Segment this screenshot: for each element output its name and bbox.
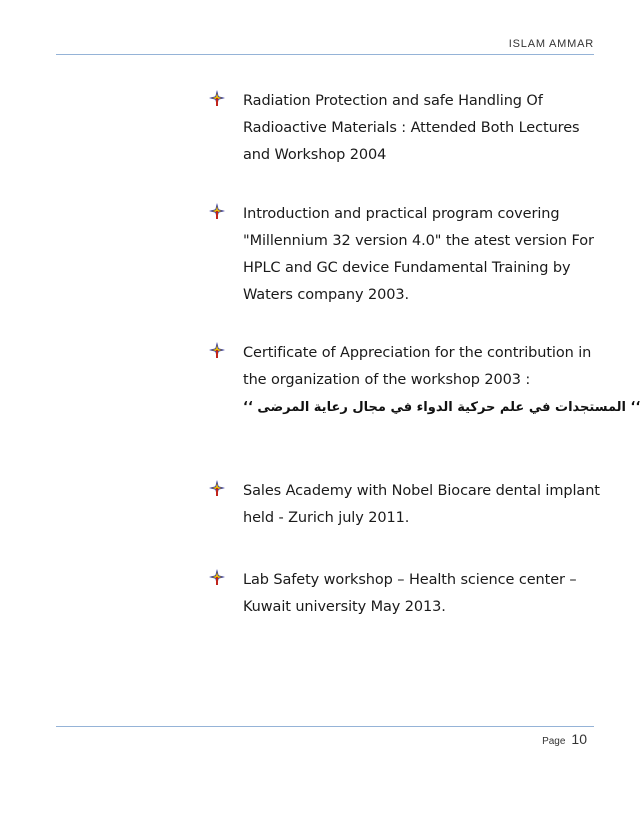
footer-rule bbox=[56, 726, 594, 727]
list-item-line: "Millennium 32 version 4.0" the atest version For bbox=[243, 233, 594, 249]
arabic-close-quote: ‘‘ bbox=[630, 400, 640, 415]
list-item-text bbox=[243, 88, 594, 169]
list-item-text bbox=[243, 478, 600, 532]
arabic-workshop-title bbox=[243, 400, 640, 415]
list-item bbox=[209, 88, 594, 169]
list-item-text bbox=[243, 201, 594, 309]
arabic-title-text: المستجدات في علم حركية الدواء في مجال رعاية المرضى bbox=[257, 400, 627, 415]
page-number: 10 bbox=[571, 731, 587, 747]
list-item-line: the organization of the workshop 2003 : bbox=[243, 372, 531, 388]
list-item-line: and Workshop 2004 bbox=[243, 147, 387, 163]
list-item-text bbox=[243, 340, 594, 394]
list-item-line: HPLC and GC device Fundamental Training by bbox=[243, 260, 571, 276]
four-point-star-bullet-icon bbox=[209, 480, 225, 496]
list-item-text bbox=[243, 567, 594, 621]
arabic-open-quote: ‘‘ bbox=[243, 400, 253, 415]
page-footer bbox=[542, 731, 587, 749]
four-point-star-bullet-icon bbox=[209, 90, 225, 106]
header-rule bbox=[56, 54, 594, 55]
list-item-line: Kuwait university May 2013. bbox=[243, 599, 446, 615]
list-item bbox=[209, 478, 600, 532]
list-item bbox=[209, 567, 594, 621]
list-item bbox=[209, 340, 594, 394]
four-point-star-bullet-icon bbox=[209, 342, 225, 358]
list-item-line: held - Zurich july 2011. bbox=[243, 510, 410, 526]
list-item-line: Waters company 2003. bbox=[243, 287, 409, 303]
list-item-line: Lab Safety workshop – Health science center – bbox=[243, 572, 577, 588]
list-item-line: Radiation Protection and safe Handling Of bbox=[243, 93, 543, 109]
four-point-star-bullet-icon bbox=[209, 203, 225, 219]
list-item-line: Sales Academy with Nobel Biocare dental implant bbox=[243, 483, 600, 499]
page-label: Page bbox=[542, 736, 566, 747]
list-item bbox=[209, 201, 594, 309]
four-point-star-bullet-icon bbox=[209, 569, 225, 585]
list-item-line: Radioactive Materials : Attended Both Lectures bbox=[243, 120, 580, 136]
header-author-name: ISLAM AMMAR bbox=[508, 38, 594, 50]
list-item-line: Certificate of Appreciation for the contribution in bbox=[243, 345, 592, 361]
list-item-line: Introduction and practical program covering bbox=[243, 206, 560, 222]
